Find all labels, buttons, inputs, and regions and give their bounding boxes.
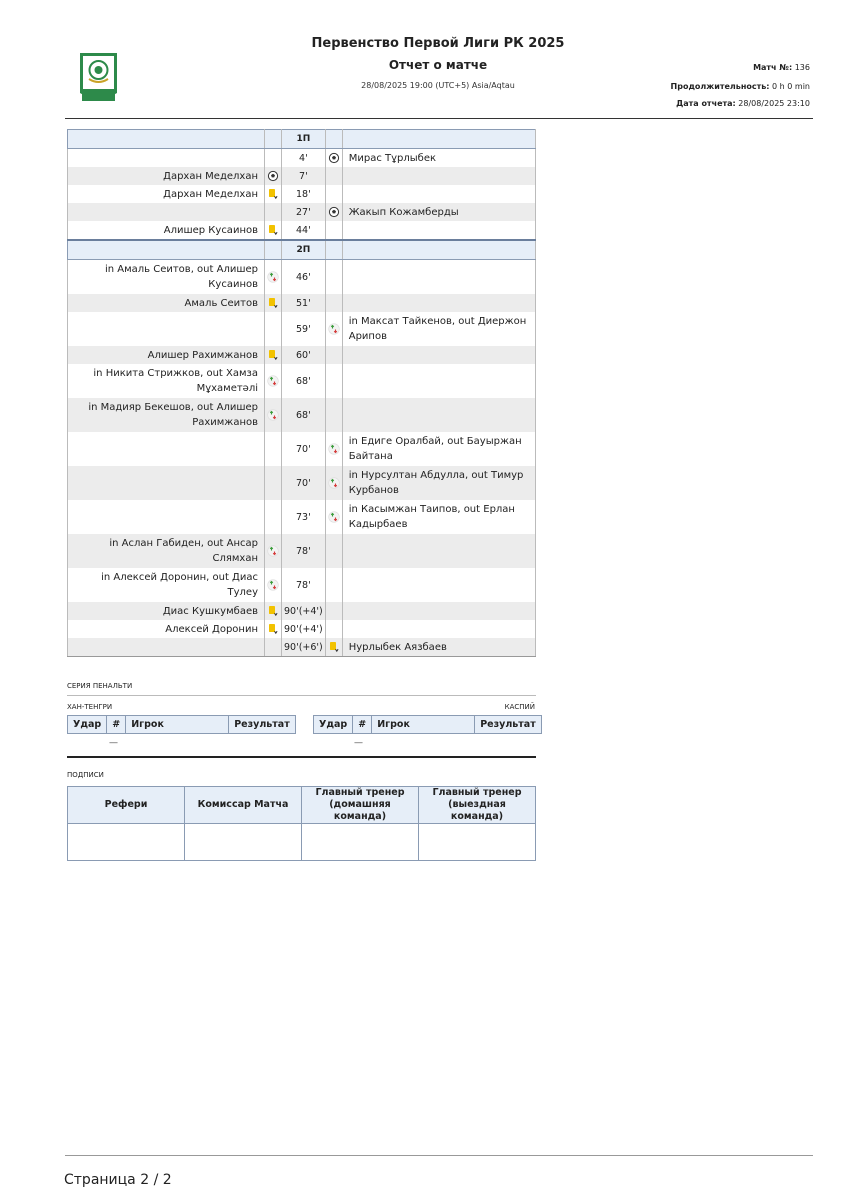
event-away-icon-cell	[325, 432, 342, 466]
event-away-player	[342, 167, 535, 185]
period-header-row	[68, 130, 536, 149]
report-subtitle: Отчет о матче	[388, 58, 488, 72]
match-events-table	[67, 129, 536, 657]
header-divider	[65, 118, 813, 119]
substitution-icon	[267, 272, 279, 283]
event-home-icon-cell	[265, 203, 282, 221]
event-row	[68, 398, 536, 432]
yellow-card-icon	[267, 624, 279, 635]
event-away-player	[342, 364, 535, 398]
match-datetime: 28/08/2025 19:00 (UTC+5) Asia/Aqtau	[361, 81, 515, 90]
event-row	[68, 185, 536, 203]
event-away-player: in Максат Тайкенов, out Диержон Арипов	[342, 312, 535, 346]
event-away-icon-cell	[325, 602, 342, 620]
event-away-icon-cell	[325, 364, 342, 398]
event-minute: 60'	[282, 346, 326, 364]
goal-icon	[328, 153, 340, 164]
substitution-icon	[267, 410, 279, 421]
event-away-icon-cell	[325, 149, 342, 168]
period-home-cell	[68, 130, 265, 149]
period-away-icon-cell	[325, 130, 342, 149]
event-away-icon-cell	[325, 568, 342, 602]
event-away-player: in Едиге Оралбай, out Бауыржан Байтана	[342, 432, 535, 466]
substitution-icon	[267, 580, 279, 591]
event-home-player	[68, 312, 265, 346]
event-minute: 73'	[282, 500, 326, 534]
period-away-cell	[342, 240, 535, 260]
penalty-table-away	[313, 715, 542, 734]
event-minute: 78'	[282, 568, 326, 602]
event-row	[68, 500, 536, 534]
event-home-icon-cell	[265, 185, 282, 203]
event-home-player: Дархан Меделхан	[68, 167, 265, 185]
col-shot: Удар	[314, 716, 353, 734]
sig-box-away-coach[interactable]	[419, 824, 536, 861]
event-away-player: in Касымжан Таипов, out Ерлан Кадырбаев	[342, 500, 535, 534]
yellow-card-icon	[328, 642, 340, 653]
event-home-player: in Амаль Сеитов, out Алишер Кусаинов	[68, 260, 265, 295]
event-home-icon-cell	[265, 294, 282, 312]
period-away-icon-cell	[325, 240, 342, 260]
event-home-icon-cell	[265, 221, 282, 240]
event-row	[68, 221, 536, 240]
event-home-icon-cell	[265, 432, 282, 466]
event-row	[68, 346, 536, 364]
event-away-player	[342, 185, 535, 203]
sig-away-coach: Главный тренер (выездная команда)	[419, 787, 536, 824]
period-label: 1П	[282, 130, 326, 149]
event-home-player: in Никита Стрижков, out Хамза Мұхаметәлі	[68, 364, 265, 398]
substitution-icon	[267, 376, 279, 387]
event-away-player: Жакып Кожамберды	[342, 203, 535, 221]
period-home-icon-cell	[265, 130, 282, 149]
event-home-player: in Алексей Доронин, out Диас Тулеу	[68, 568, 265, 602]
event-row	[68, 364, 536, 398]
period-home-icon-cell	[265, 240, 282, 260]
event-minute: 59'	[282, 312, 326, 346]
event-away-icon-cell	[325, 466, 342, 500]
event-away-player: in Нурсултан Абдулла, out Тимур Курбанов	[342, 466, 535, 500]
event-minute: 78'	[282, 534, 326, 568]
event-home-icon-cell	[265, 260, 282, 295]
event-home-player: Алишер Кусаинов	[68, 221, 265, 240]
penalty-home-empty: —	[109, 738, 118, 748]
period-away-cell	[342, 130, 535, 149]
sig-box-referee[interactable]	[68, 824, 185, 861]
event-minute: 70'	[282, 466, 326, 500]
event-row	[68, 294, 536, 312]
event-row	[68, 602, 536, 620]
event-minute: 4'	[282, 149, 326, 168]
event-away-icon-cell	[325, 185, 342, 203]
event-minute: 70'	[282, 432, 326, 466]
event-away-player	[342, 221, 535, 240]
yellow-card-icon	[267, 606, 279, 617]
event-minute: 68'	[282, 364, 326, 398]
event-row	[68, 203, 536, 221]
event-away-icon-cell	[325, 638, 342, 657]
event-away-player	[342, 346, 535, 364]
event-minute: 46'	[282, 260, 326, 295]
event-home-player	[68, 149, 265, 168]
yellow-card-icon	[267, 225, 279, 236]
event-home-icon-cell	[265, 602, 282, 620]
event-home-icon-cell	[265, 500, 282, 534]
event-away-icon-cell	[325, 534, 342, 568]
event-away-player	[342, 294, 535, 312]
event-minute: 90'(+6')	[282, 638, 326, 657]
event-row	[68, 466, 536, 500]
yellow-card-icon	[267, 350, 279, 361]
event-minute: 90'(+4')	[282, 620, 326, 638]
event-away-player	[342, 602, 535, 620]
event-home-player: in Аслан Габиден, out Ансар Слямхан	[68, 534, 265, 568]
substitution-icon	[328, 444, 340, 455]
col-number: #	[353, 716, 372, 734]
event-row	[68, 149, 536, 168]
event-home-player: Алишер Рахимжанов	[68, 346, 265, 364]
substitution-icon	[328, 512, 340, 523]
goal-icon	[267, 171, 279, 182]
event-row	[68, 432, 536, 466]
penalty-table-home	[67, 715, 296, 734]
col-shot: Удар	[68, 716, 107, 734]
event-home-player: Амаль Сеитов	[68, 294, 265, 312]
event-away-player	[342, 568, 535, 602]
penalty-section-label: СЕРИЯ ПЕНАЛЬТИ	[67, 682, 133, 690]
match-number: Матч №: 136	[753, 63, 810, 72]
report-date: Дата отчета: 28/08/2025 23:10	[676, 99, 810, 108]
event-home-player	[68, 432, 265, 466]
event-home-icon-cell	[265, 346, 282, 364]
event-minute: 51'	[282, 294, 326, 312]
event-minute: 44'	[282, 221, 326, 240]
event-row	[68, 638, 536, 657]
event-home-player: in Мадияр Бекешов, out Алишер Рахимжанов	[68, 398, 265, 432]
event-away-player	[342, 620, 535, 638]
event-away-player	[342, 398, 535, 432]
signatures-section-label: ПОДПИСИ	[67, 771, 104, 779]
event-away-icon-cell	[325, 167, 342, 185]
event-minute: 68'	[282, 398, 326, 432]
event-row	[68, 534, 536, 568]
col-result: Результат	[229, 716, 296, 734]
event-home-player	[68, 203, 265, 221]
yellow-card-icon	[267, 189, 279, 200]
penalty-away-empty: —	[354, 738, 363, 748]
event-home-player	[68, 500, 265, 534]
penalty-divider	[67, 695, 536, 696]
event-minute: 90'(+4')	[282, 602, 326, 620]
event-row	[68, 312, 536, 346]
event-row	[68, 167, 536, 185]
sig-home-coach: Главный тренер (домашняя команда)	[302, 787, 419, 824]
sig-commissioner: Комиссар Матча	[185, 787, 302, 824]
goal-icon	[328, 207, 340, 218]
event-away-icon-cell	[325, 346, 342, 364]
event-away-icon-cell	[325, 221, 342, 240]
event-home-player	[68, 466, 265, 500]
match-duration: Продолжительность: 0 h 0 min	[670, 82, 810, 91]
page-number: Страница 2 / 2	[64, 1172, 172, 1188]
event-away-icon-cell	[325, 312, 342, 346]
substitution-icon	[328, 478, 340, 489]
event-row	[68, 260, 536, 295]
event-home-icon-cell	[265, 638, 282, 657]
sig-box-commissioner[interactable]	[185, 824, 302, 861]
report-title: Первенство Первой Лиги РК 2025	[311, 36, 565, 51]
event-away-icon-cell	[325, 294, 342, 312]
event-minute: 18'	[282, 185, 326, 203]
sig-box-home-coach[interactable]	[302, 824, 419, 861]
event-home-icon-cell	[265, 149, 282, 168]
col-result: Результат	[475, 716, 542, 734]
event-home-icon-cell	[265, 364, 282, 398]
event-row	[68, 620, 536, 638]
event-home-icon-cell	[265, 620, 282, 638]
event-home-icon-cell	[265, 398, 282, 432]
event-minute: 7'	[282, 167, 326, 185]
event-home-icon-cell	[265, 534, 282, 568]
event-away-player: Мирас Тұрлыбек	[342, 149, 535, 168]
event-away-player	[342, 534, 535, 568]
event-home-icon-cell	[265, 312, 282, 346]
yellow-card-icon	[267, 298, 279, 309]
sig-referee: Рефери	[68, 787, 185, 824]
penalty-bottom-rule	[67, 756, 536, 758]
signatures-table	[67, 786, 536, 861]
event-home-player: Диас Кушкумбаев	[68, 602, 265, 620]
substitution-icon	[267, 546, 279, 557]
event-home-player: Дархан Меделхан	[68, 185, 265, 203]
penalty-home-team: ХАН-ТЕНГРИ	[67, 703, 113, 711]
event-home-icon-cell	[265, 568, 282, 602]
footer-divider	[65, 1155, 813, 1156]
event-home-icon-cell	[265, 167, 282, 185]
event-row	[68, 568, 536, 602]
event-away-icon-cell	[325, 500, 342, 534]
event-home-player: Алексей Доронин	[68, 620, 265, 638]
event-away-icon-cell	[325, 398, 342, 432]
event-home-player	[68, 638, 265, 657]
event-away-icon-cell	[325, 260, 342, 295]
period-home-cell	[68, 240, 265, 260]
event-minute: 27'	[282, 203, 326, 221]
col-player: Игрок	[126, 716, 229, 734]
event-away-player	[342, 260, 535, 295]
event-away-icon-cell	[325, 203, 342, 221]
col-player: Игрок	[372, 716, 475, 734]
substitution-icon	[328, 324, 340, 335]
period-label: 2П	[282, 240, 326, 260]
event-home-icon-cell	[265, 466, 282, 500]
col-number: #	[107, 716, 126, 734]
event-away-player: Нурлыбек Аязбаев	[342, 638, 535, 657]
period-header-row	[68, 240, 536, 260]
penalty-away-team: КАСПИЙ	[504, 703, 535, 711]
event-away-icon-cell	[325, 620, 342, 638]
